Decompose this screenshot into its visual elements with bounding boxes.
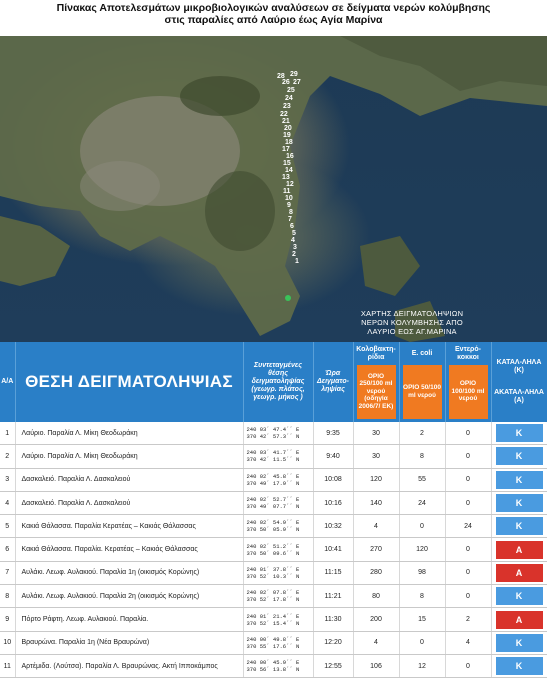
marker-22: 22 xyxy=(280,111,288,118)
row-ecoli: 24 xyxy=(399,491,445,514)
suitability-badge: Κ xyxy=(496,657,543,675)
suitability-badge: Κ xyxy=(496,517,543,535)
row-coliforms: 270 xyxy=(353,538,399,561)
row-coliforms: 80 xyxy=(353,585,399,608)
row-number: 5 xyxy=(0,515,15,538)
row-coordinates: 240 03΄ 41.7΄΄ E 370 42΄ 11.5΄΄ N xyxy=(243,445,313,468)
marker-6: 6 xyxy=(290,223,294,230)
marker-24: 24 xyxy=(285,95,293,102)
row-number: 2 xyxy=(0,445,15,468)
row-ecoli: 55 xyxy=(399,468,445,491)
table-row xyxy=(0,631,547,654)
marker-1: 1 xyxy=(295,258,299,265)
row-coordinates: 240 00΄ 45.9΄΄ E 370 56΄ 13.8΄΄ N xyxy=(243,654,313,677)
map-caption xyxy=(342,309,482,336)
row-enterococci: 0 xyxy=(445,561,491,584)
header-coliforms: Κολοβακτη-ρίδια ΟΡΙΟ 250/100 ml νερού (οδηγία 2006/7/ ΕΚ) xyxy=(353,342,399,422)
marker-7: 7 xyxy=(288,216,292,223)
title-line-1: Πίνακας Αποτελεσμάτων μικροβιολογικών αναλύσεων σε δείγματα νερών κολύμβησης xyxy=(56,2,491,14)
map-caption-line-2: ΝΕΡΩΝ ΚΟΛΥΜΒΗΣΗΣ ΑΠΟ xyxy=(361,318,463,327)
marker-28: 28 xyxy=(277,73,285,80)
marker-15: 15 xyxy=(283,160,291,167)
row-ecoli: 0 xyxy=(399,631,445,654)
marker-17: 17 xyxy=(282,146,290,153)
map-caption-line-3: ΛΑΥΡΙΟ ΕΩΣ ΑΓ.ΜΑΡΙΝΑ xyxy=(367,327,457,336)
row-location: Αρτέμιδα. (Λούτσα). Παραλία Λ. Βραυρώνας. Ακτή Ιπποκάμπος xyxy=(15,654,243,677)
row-time: 10:41 xyxy=(313,538,353,561)
row-coliforms: 140 xyxy=(353,491,399,514)
row-ecoli: 8 xyxy=(399,585,445,608)
table-row xyxy=(0,515,547,538)
row-ecoli: 15 xyxy=(399,608,445,631)
results-table-container xyxy=(0,342,547,678)
header-coordinates: Συντεταγμένες θέσης δειγματοληψίας (γεωγρ. πλάτος, γεωγρ. μήκος ) xyxy=(243,342,313,422)
row-location: Αυλάκι. Λεωφ. Αυλακιού. Παραλία 2η (οικισμός Κορώνης) xyxy=(15,585,243,608)
row-location: Βραυρώνα. Παραλία 1η (Νέα Βραυρώνα) xyxy=(15,631,243,654)
marker-13: 13 xyxy=(282,174,290,181)
marker-25: 25 xyxy=(287,87,295,94)
row-number: 3 xyxy=(0,468,15,491)
marker-23: 23 xyxy=(283,103,291,110)
row-time: 11:21 xyxy=(313,585,353,608)
table-row xyxy=(0,491,547,514)
marker-26: 26 xyxy=(282,79,290,86)
row-coordinates: 240 02΄ 52.7΄΄ E 370 49΄ 07.7΄΄ N xyxy=(243,491,313,514)
marker-20: 20 xyxy=(284,125,292,132)
coliforms-limit: ΟΡΙΟ 250/100 ml νερού (οδηγία 2006/7/ ΕΚ) xyxy=(357,365,396,419)
row-suitability xyxy=(491,631,547,654)
suitability-badge: Α xyxy=(496,564,543,582)
row-time: 10:16 xyxy=(313,491,353,514)
table-row xyxy=(0,585,547,608)
row-time: 10:08 xyxy=(313,468,353,491)
row-suitability xyxy=(491,422,547,445)
row-location: Λαύριο. Παραλία Λ. Μίκη Θεοδωράκη xyxy=(15,422,243,445)
row-coliforms: 200 xyxy=(353,608,399,631)
title-line-2: στις παραλίες από Λαύριο έως Αγία Μαρίνα xyxy=(164,14,383,26)
table-row xyxy=(0,445,547,468)
row-suitability xyxy=(491,654,547,677)
row-enterococci: 0 xyxy=(445,538,491,561)
row-suitability xyxy=(491,561,547,584)
row-suitability xyxy=(491,608,547,631)
row-suitability xyxy=(491,468,547,491)
row-number: 7 xyxy=(0,561,15,584)
row-coordinates: 240 00΄ 49.8΄΄ E 370 55΄ 17.6΄΄ N xyxy=(243,631,313,654)
row-location: Κακιά Θάλασσα. Παραλία. Κερατέας – Κακιάς Θάλασσας xyxy=(15,538,243,561)
row-time: 11:15 xyxy=(313,561,353,584)
row-ecoli: 12 xyxy=(399,654,445,677)
row-location: Πόρτο Ράφτη. Λεωφ. Αυλακιού. Παραλία. xyxy=(15,608,243,631)
marker-4: 4 xyxy=(291,237,295,244)
row-suitability xyxy=(491,445,547,468)
row-coordinates: 240 02΄ 54.9΄΄ E 370 50΄ 05.9΄΄ N xyxy=(243,515,313,538)
row-coordinates: 240 02΄ 45.8΄΄ E 370 49΄ 17.9΄΄ N xyxy=(243,468,313,491)
suitability-badge: Κ xyxy=(496,494,543,512)
row-number: 4 xyxy=(0,491,15,514)
row-number: 8 xyxy=(0,585,15,608)
row-number: 6 xyxy=(0,538,15,561)
row-coordinates: 240 02΄ 07.8΄΄ E 370 52΄ 17.8΄΄ N xyxy=(243,585,313,608)
row-time: 9:40 xyxy=(313,445,353,468)
marker-11: 11 xyxy=(283,188,291,195)
suitability-badge: Κ xyxy=(496,471,543,489)
marker-21: 21 xyxy=(282,118,290,125)
suitability-badge: Κ xyxy=(496,587,543,605)
row-ecoli: 2 xyxy=(399,422,445,445)
header-ecoli: E. coli ΟΡΙΟ 50/100 ml νερού xyxy=(399,342,445,422)
row-time: 12:55 xyxy=(313,654,353,677)
header-location: ΘΕΣΗ ΔΕΙΓΜΑΤΟΛΗΨΙΑΣ xyxy=(15,342,243,422)
enterococci-limit: ΟΡΙΟ 100/100 ml νερού xyxy=(449,365,488,419)
row-coliforms: 120 xyxy=(353,468,399,491)
marker-8: 8 xyxy=(289,209,293,216)
row-enterococci: 4 xyxy=(445,631,491,654)
row-coordinates: 240 03΄ 47.4΄΄ E 370 42΄ 57.3΄΄ N xyxy=(243,422,313,445)
row-location: Δασκαλειό. Παραλία Λ. Δασκαλειού xyxy=(15,491,243,514)
row-time: 9:35 xyxy=(313,422,353,445)
table-row xyxy=(0,561,547,584)
suitability-badge: Κ xyxy=(496,424,543,442)
row-time: 10:32 xyxy=(313,515,353,538)
suitability-badge: Κ xyxy=(496,447,543,465)
location-pin-icon xyxy=(285,295,291,301)
row-coliforms: 4 xyxy=(353,631,399,654)
marker-10: 10 xyxy=(285,195,293,202)
marker-12: 12 xyxy=(286,181,294,188)
table-row xyxy=(0,538,547,561)
row-suitability xyxy=(491,538,547,561)
marker-16: 16 xyxy=(286,153,294,160)
header-time: Ώρα Δειγματο-ληψίας xyxy=(313,342,353,422)
row-enterococci: 0 xyxy=(445,445,491,468)
suitability-badge: Κ xyxy=(496,634,543,652)
row-enterococci: 0 xyxy=(445,585,491,608)
row-ecoli: 98 xyxy=(399,561,445,584)
row-number: 1 xyxy=(0,422,15,445)
header-suitability: ΚΑΤΑΛ-ΛΗΛΑ (Κ) ΑΚΑΤΑΛ-ΛΗΛΑ (Α) xyxy=(491,342,547,422)
row-number: 10 xyxy=(0,631,15,654)
row-location: Κακιά Θάλασσα. Παραλία Κερατέας – Κακιάς Θάλασσας xyxy=(15,515,243,538)
marker-3: 3 xyxy=(293,244,297,251)
row-coordinates: 240 01΄ 21.4΄΄ E 370 52΄ 15.4΄΄ N xyxy=(243,608,313,631)
suitability-badge: Α xyxy=(496,611,543,629)
page-title xyxy=(0,0,547,36)
table-row xyxy=(0,654,547,677)
marker-18: 18 xyxy=(285,139,293,146)
results-table xyxy=(0,342,547,678)
row-enterococci: 0 xyxy=(445,422,491,445)
row-time: 11:30 xyxy=(313,608,353,631)
table-row xyxy=(0,468,547,491)
row-suitability xyxy=(491,585,547,608)
table-row xyxy=(0,422,547,445)
marker-19: 19 xyxy=(283,132,291,139)
marker-2: 2 xyxy=(292,251,296,258)
satellite-map[interactable] xyxy=(0,36,547,342)
row-number: 11 xyxy=(0,654,15,677)
row-coliforms: 280 xyxy=(353,561,399,584)
row-coordinates: 240 01΄ 37.8΄΄ E 370 52΄ 10.3΄΄ N xyxy=(243,561,313,584)
row-coliforms: 106 xyxy=(353,654,399,677)
row-enterococci: 2 xyxy=(445,608,491,631)
marker-5: 5 xyxy=(292,230,296,237)
marker-27: 27 xyxy=(293,79,301,86)
row-time: 12:20 xyxy=(313,631,353,654)
row-coliforms: 4 xyxy=(353,515,399,538)
row-ecoli: 120 xyxy=(399,538,445,561)
row-enterococci: 0 xyxy=(445,491,491,514)
row-suitability xyxy=(491,491,547,514)
header-enterococci: Εντερό-κοκκοι ΟΡΙΟ 100/100 ml νερού xyxy=(445,342,491,422)
table-row xyxy=(0,608,547,631)
row-coordinates: 240 02΄ 51.2΄΄ E 370 50΄ 09.6΄΄ N xyxy=(243,538,313,561)
map-caption-line-1: ΧΑΡΤΗΣ ΔΕΙΓΜΑΤΟΛΗΨΙΩΝ xyxy=(360,309,464,318)
row-enterococci: 24 xyxy=(445,515,491,538)
row-coliforms: 30 xyxy=(353,422,399,445)
row-ecoli: 0 xyxy=(399,515,445,538)
row-enterococci: 0 xyxy=(445,468,491,491)
row-location: Δασκαλειό. Παραλία Λ. Δασκαλειού xyxy=(15,468,243,491)
suitability-badge: Α xyxy=(496,541,543,559)
ecoli-limit: ΟΡΙΟ 50/100 ml νερού xyxy=(403,365,442,419)
header-aa: Α/Α xyxy=(0,342,15,422)
marker-29: 29 xyxy=(290,71,298,78)
row-number: 9 xyxy=(0,608,15,631)
marker-14: 14 xyxy=(285,167,293,174)
row-enterococci: 0 xyxy=(445,654,491,677)
row-coliforms: 30 xyxy=(353,445,399,468)
row-ecoli: 8 xyxy=(399,445,445,468)
map-terrain xyxy=(0,36,547,342)
row-location: Λαύριο. Παραλία Λ. Μίκη Θεοδωράκη xyxy=(15,445,243,468)
row-suitability xyxy=(491,515,547,538)
row-location: Αυλάκι. Λεωφ. Αυλακιού. Παραλία 1η (οικισμός Κορώνης) xyxy=(15,561,243,584)
marker-9: 9 xyxy=(287,202,291,209)
